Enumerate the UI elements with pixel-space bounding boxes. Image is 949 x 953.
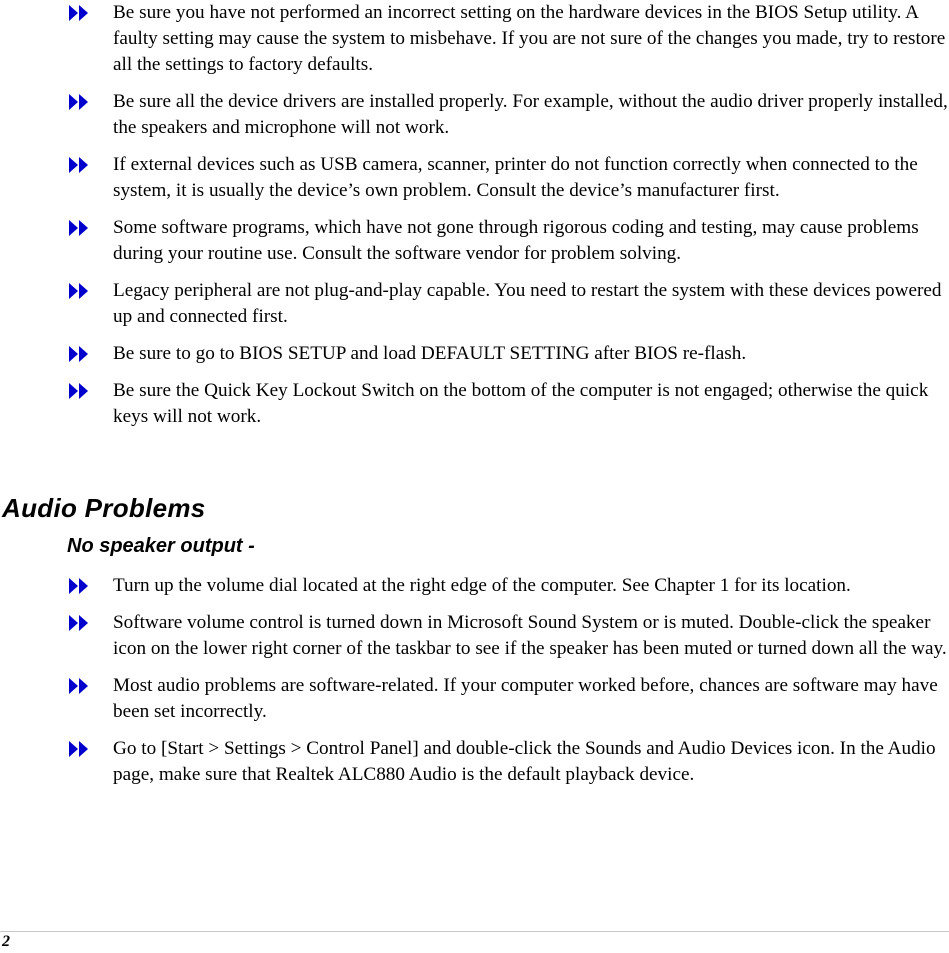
list-item — [0, 378, 949, 430]
double-chevron-right-icon — [68, 157, 90, 173]
list-item-text: Most audio problems are software-related. If your computer worked before, chances are software may have been set incorrectly. — [113, 675, 938, 722]
list-item — [0, 673, 949, 725]
list-item — [0, 89, 949, 141]
double-chevron-right-icon — [68, 346, 90, 362]
double-chevron-right-icon — [68, 220, 90, 236]
list-item-text: Some software programs, which have not gone through rigorous coding and testing, may cause problems during your routine use. Consult the software vendor for problem solving. — [113, 217, 919, 264]
list-item — [0, 610, 949, 662]
list-item-text: Legacy peripheral are not plug-and-play capable. You need to restart the system with these devices powered up and connected first. — [113, 280, 942, 327]
double-chevron-right-icon — [68, 383, 90, 399]
list-item — [0, 278, 949, 330]
list-item — [0, 573, 949, 599]
list-item-text: Software volume control is turned down in Microsoft Sound System or is muted. Double-click the speaker icon on the lower right corner of the taskbar to see if the speaker has been muted or turned down all the way. — [113, 612, 947, 659]
list-item — [0, 152, 949, 204]
list-item-text: Be sure to go to BIOS SETUP and load DEFAULT SETTING after BIOS re-flash. — [113, 343, 747, 364]
audio-tips-list — [0, 573, 949, 799]
page-number: 2 — [2, 933, 10, 950]
double-chevron-right-icon — [68, 94, 90, 110]
double-chevron-right-icon — [68, 678, 90, 694]
list-item-text: Turn up the volume dial located at the right edge of the computer. See Chapter 1 for its location. — [113, 575, 851, 596]
general-tips-list — [0, 0, 949, 441]
section-title-audio-problems: Audio Problems — [2, 493, 206, 523]
double-chevron-right-icon — [68, 741, 90, 757]
footer-divider — [0, 931, 949, 932]
list-item-text: Be sure you have not performed an incorrect setting on the hardware devices in the BIOS Setup utility. A faulty setting may cause the system to misbehave. If you are not sure of the changes you made, try to restore all the settings to factory defaults. — [113, 2, 946, 75]
list-item — [0, 0, 949, 78]
list-item — [0, 736, 949, 788]
list-item-text: Go to [Start > Settings > Control Panel] and double-click the Sounds and Audio Devices icon. In the Audio page, make sure that Realtek ALC880 Audio is the default playback device. — [113, 738, 936, 785]
double-chevron-right-icon — [68, 5, 90, 21]
list-item-text: If external devices such as USB camera, scanner, printer do not function correctly when connected to the system, it is usually the device’s own problem. Consult the device’s manufacturer first. — [113, 154, 918, 201]
list-item-text: Be sure the Quick Key Lockout Switch on the bottom of the computer is not engaged; otherwise the quick keys will not work. — [113, 380, 929, 427]
list-item-text: Be sure all the device drivers are installed properly. For example, without the audio driver properly installed, the speakers and microphone will not work. — [113, 91, 948, 138]
double-chevron-right-icon — [68, 283, 90, 299]
subsection-title-no-speaker-output: No speaker output - — [67, 535, 255, 557]
list-item — [0, 341, 949, 367]
double-chevron-right-icon — [68, 578, 90, 594]
double-chevron-right-icon — [68, 615, 90, 631]
list-item — [0, 215, 949, 267]
